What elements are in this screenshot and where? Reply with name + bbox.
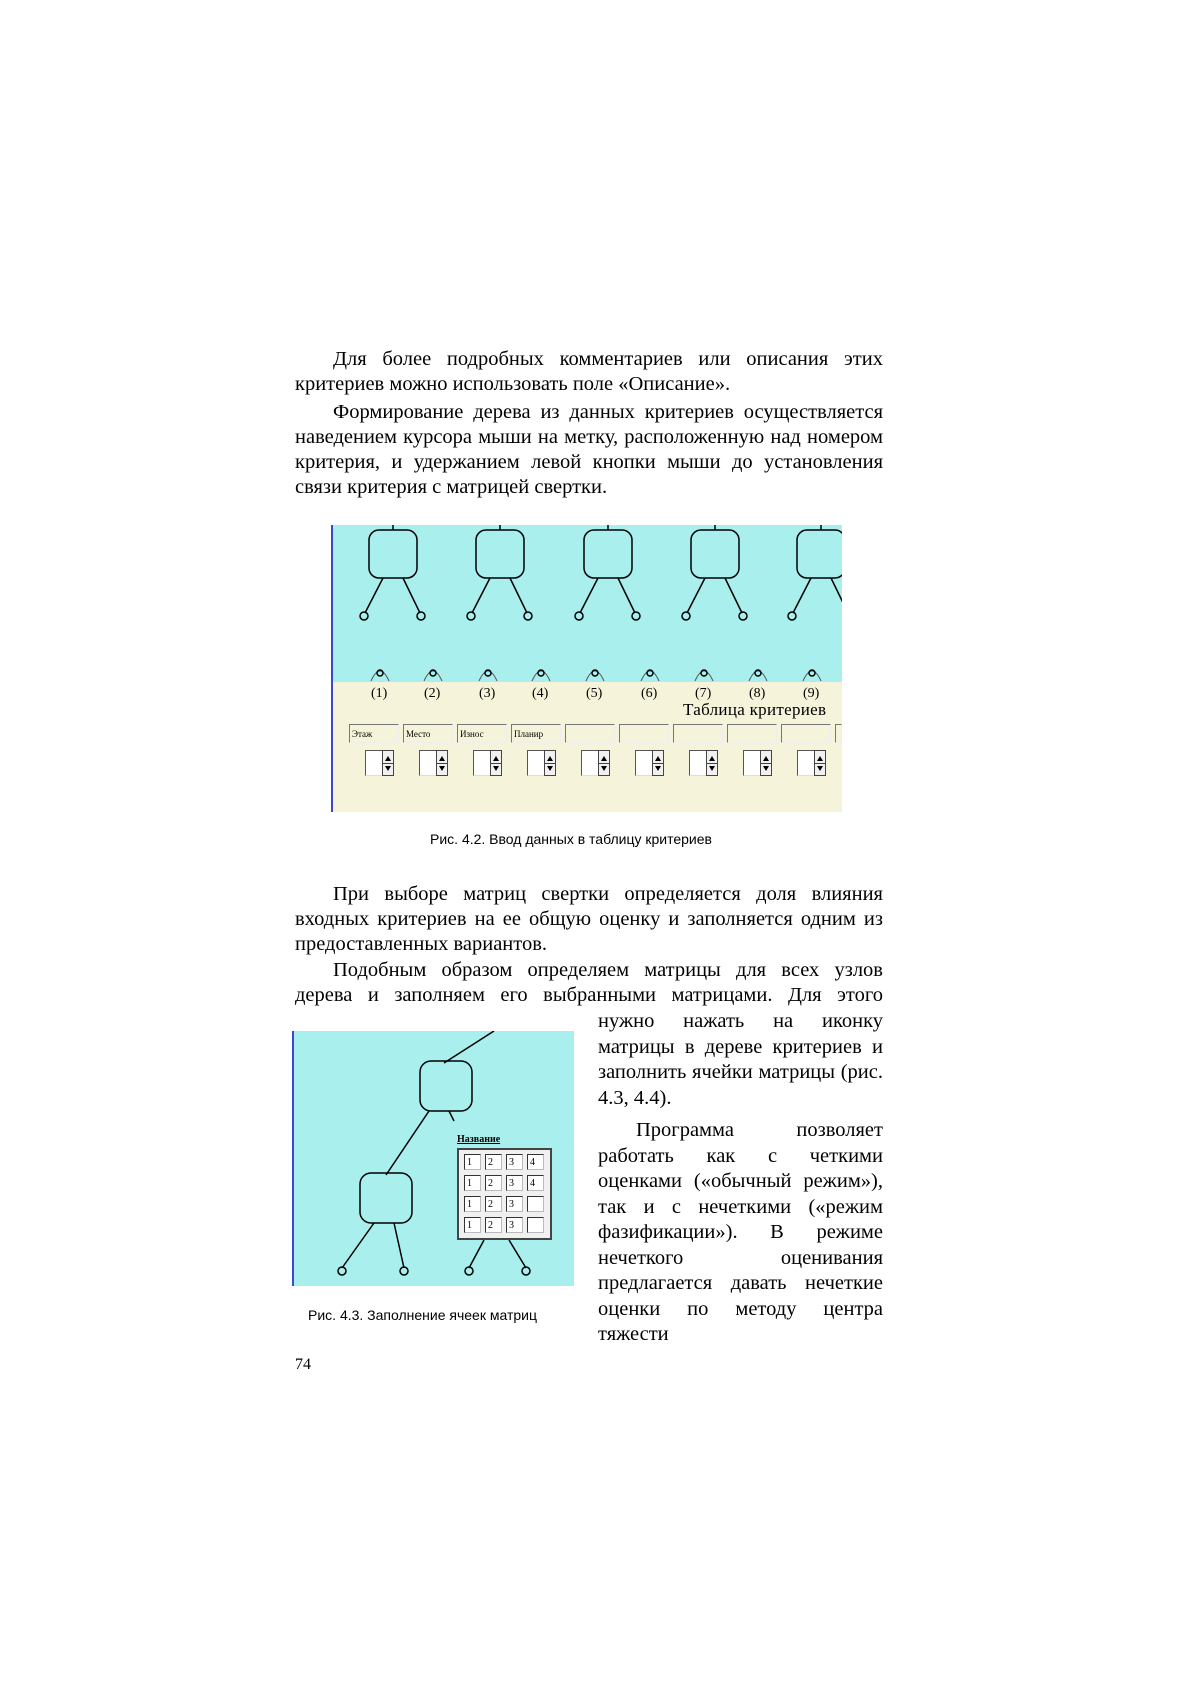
tree-edge bbox=[725, 578, 742, 613]
criterion-number: (2) bbox=[424, 686, 441, 701]
figure-matrix-fill bbox=[292, 1031, 574, 1286]
matrix-node bbox=[369, 530, 417, 578]
criteria-tree-diagram bbox=[333, 525, 842, 685]
spinner-up-icon[interactable] bbox=[655, 756, 661, 761]
criterion-name-field[interactable]: Планир bbox=[511, 724, 561, 743]
leaf-marker bbox=[575, 612, 583, 620]
leaf-marker bbox=[739, 612, 747, 620]
matrix-cell[interactable]: 2 bbox=[485, 1217, 502, 1233]
paragraph-matrix-selection: При выборе матриц свертки определяется доля влияния входных критериев на ее общую оценку и заполняется одним из предоставленных вариантов. bbox=[295, 883, 883, 955]
matrix-cell[interactable]: 2 bbox=[485, 1196, 502, 1212]
spinner-up-icon[interactable] bbox=[763, 756, 769, 761]
spinner-down-icon[interactable] bbox=[763, 766, 769, 771]
criterion-number: (3) bbox=[479, 686, 496, 701]
criterion-name-field[interactable]: Этаж bbox=[349, 724, 399, 743]
leaf-marker bbox=[465, 1267, 473, 1275]
criterion-name-field[interactable] bbox=[673, 724, 723, 743]
leaf-marker bbox=[522, 1267, 530, 1275]
leaf-marker bbox=[417, 612, 425, 620]
matrix-cell[interactable] bbox=[527, 1217, 544, 1233]
child-node bbox=[360, 1173, 412, 1223]
matrix-cell[interactable]: 2 bbox=[485, 1175, 502, 1191]
criterion-value-spinner[interactable] bbox=[365, 750, 395, 776]
criterion-number: (7) bbox=[695, 686, 712, 701]
matrix-cell[interactable]: 4 bbox=[527, 1154, 544, 1170]
criterion-value-spinner[interactable] bbox=[797, 750, 827, 776]
matrix-grid bbox=[457, 1148, 552, 1240]
criterion-value-spinner[interactable] bbox=[689, 750, 719, 776]
figure-criteria-table bbox=[331, 525, 842, 812]
tree-edge bbox=[386, 1111, 429, 1175]
spinner-divider bbox=[599, 763, 609, 764]
paragraph-matrices-define: Подобным образом определяем матрицы для всех узлов дерева и заполняем его выбранными матрицами. Для этого bbox=[295, 959, 883, 1006]
tree-edge bbox=[580, 578, 598, 613]
tree-edge bbox=[510, 578, 527, 613]
leaf-marker bbox=[682, 612, 690, 620]
leaf-marker bbox=[632, 612, 640, 620]
criterion-number: (5) bbox=[586, 686, 603, 701]
spinner-down-icon[interactable] bbox=[709, 766, 715, 771]
leaf-marker bbox=[400, 1267, 408, 1275]
paragraph-matrix-icon: нужно нажать на иконку матрицы в дереве критериев и заполнить ячейки матрицы (рис. 4.3, 4.4). bbox=[598, 1010, 883, 1109]
tree-edge bbox=[444, 1031, 494, 1063]
spinner-up-icon[interactable] bbox=[385, 756, 391, 761]
criterion-value-spinner[interactable] bbox=[581, 750, 611, 776]
paragraph-criteria-description: Для более подробных комментариев или описания этих критериев можно использовать поле «Описание». bbox=[295, 348, 883, 395]
spinner-down-icon[interactable] bbox=[817, 766, 823, 771]
spinner-buttons[interactable] bbox=[490, 750, 502, 776]
spinner-buttons[interactable] bbox=[436, 750, 448, 776]
leaf-marker bbox=[360, 612, 368, 620]
criterion-number: (4) bbox=[532, 686, 549, 701]
paragraph-tree-forming: Формирование дерева из данных критериев осуществляется наведением курсора мыши на метку, расположенную над номером критерия, и удержанием левой кнопки мыши до установления связи критерия с матрицей свертки. bbox=[295, 401, 883, 498]
criterion-name-field[interactable] bbox=[781, 724, 831, 743]
matrix-cell[interactable]: 3 bbox=[506, 1196, 523, 1212]
spinner-up-icon[interactable] bbox=[439, 756, 445, 761]
criteria-table-title: Таблица критериев bbox=[683, 700, 827, 719]
tree-edge bbox=[831, 578, 842, 613]
spinner-divider bbox=[761, 763, 771, 764]
paragraph-program-modes: Программа позволяет работать как с четкими оценками («обычный режим»), так и с нечеткими («режим фазификации»). В режиме нечеткого оценивания предлагается давать нечеткие оценки по методу центра тяжести bbox=[598, 1119, 883, 1345]
tree-edge bbox=[472, 578, 490, 613]
spinner-down-icon[interactable] bbox=[601, 766, 607, 771]
spinner-divider bbox=[707, 763, 717, 764]
criterion-name-field[interactable]: Место bbox=[403, 724, 453, 743]
matrix-node bbox=[797, 530, 842, 578]
criterion-value-spinner[interactable] bbox=[743, 750, 773, 776]
spinner-divider bbox=[815, 763, 825, 764]
leaf-marker bbox=[524, 612, 532, 620]
criterion-number: (6) bbox=[641, 686, 658, 701]
matrix-node bbox=[476, 530, 524, 578]
root-node bbox=[420, 1061, 472, 1111]
spinner-buttons[interactable] bbox=[652, 750, 664, 776]
spinner-buttons[interactable] bbox=[760, 750, 772, 776]
tree-edge bbox=[469, 1240, 484, 1268]
tree-edge bbox=[618, 578, 635, 613]
tree-edge bbox=[687, 578, 705, 613]
criterion-value-spinner[interactable] bbox=[527, 750, 557, 776]
spinner-up-icon[interactable] bbox=[547, 756, 553, 761]
spinner-up-icon[interactable] bbox=[817, 756, 823, 761]
criterion-number: (1) bbox=[371, 686, 388, 701]
figure-4-3-caption: Рис. 4.3. Заполнение ячеек матриц bbox=[308, 1307, 537, 1323]
spinner-divider bbox=[383, 763, 393, 764]
criterion-name-field[interactable] bbox=[565, 724, 615, 743]
criterion-value-spinner[interactable] bbox=[635, 750, 665, 776]
criterion-value-spinner[interactable] bbox=[473, 750, 503, 776]
matrix-cell[interactable]: 3 bbox=[506, 1217, 523, 1233]
matrix-node bbox=[584, 530, 632, 578]
matrix-cell[interactable]: 1 bbox=[464, 1154, 481, 1170]
criterion-name-field[interactable] bbox=[619, 724, 669, 743]
spinner-up-icon[interactable] bbox=[601, 756, 607, 761]
spinner-divider bbox=[491, 763, 501, 764]
leaf-marker bbox=[467, 612, 475, 620]
tree-edge bbox=[342, 1223, 374, 1268]
matrix-title: Название bbox=[457, 1134, 501, 1145]
spinner-divider bbox=[437, 763, 447, 764]
tree-edge bbox=[365, 578, 383, 613]
spinner-down-icon[interactable] bbox=[439, 766, 445, 771]
spinner-buttons[interactable] bbox=[544, 750, 556, 776]
matrix-cell[interactable]: 1 bbox=[464, 1196, 481, 1212]
criterion-value-spinner[interactable] bbox=[419, 750, 449, 776]
spinner-buttons[interactable] bbox=[382, 750, 394, 776]
tree-edge bbox=[509, 1240, 526, 1268]
matrix-cell[interactable]: 4 bbox=[527, 1175, 544, 1191]
matrix-node bbox=[691, 530, 739, 578]
criterion-name-field[interactable]: Износ bbox=[457, 724, 507, 743]
tree-edge bbox=[449, 1111, 454, 1121]
matrix-cell[interactable]: 1 bbox=[464, 1175, 481, 1191]
criterion-name-field[interactable] bbox=[727, 724, 777, 743]
criterion-name-field[interactable] bbox=[835, 724, 842, 743]
matrix-cell[interactable]: 1 bbox=[464, 1217, 481, 1233]
spinner-down-icon[interactable] bbox=[493, 766, 499, 771]
matrix-cell[interactable] bbox=[527, 1196, 544, 1212]
spinner-divider bbox=[545, 763, 555, 764]
spinner-down-icon[interactable] bbox=[655, 766, 661, 771]
tree-edge bbox=[793, 578, 811, 613]
spinner-up-icon[interactable] bbox=[709, 756, 715, 761]
spinner-buttons[interactable] bbox=[706, 750, 718, 776]
leaf-marker bbox=[788, 612, 796, 620]
criterion-number: (9) bbox=[803, 686, 820, 701]
tree-edge bbox=[394, 1223, 404, 1268]
matrix-cell[interactable]: 3 bbox=[506, 1154, 523, 1170]
spinner-divider bbox=[653, 763, 663, 764]
spinner-buttons[interactable] bbox=[598, 750, 610, 776]
page-number: 74 bbox=[295, 1356, 311, 1373]
matrix-cell[interactable]: 2 bbox=[485, 1154, 502, 1170]
matrix-cell[interactable]: 3 bbox=[506, 1175, 523, 1191]
leaf-marker bbox=[338, 1267, 346, 1275]
tree-edge bbox=[403, 578, 420, 613]
spinner-buttons[interactable] bbox=[814, 750, 826, 776]
spinner-down-icon[interactable] bbox=[385, 766, 391, 771]
spinner-up-icon[interactable] bbox=[493, 756, 499, 761]
spinner-down-icon[interactable] bbox=[547, 766, 553, 771]
figure-4-2-caption: Рис. 4.2. Ввод данных в таблицу критериев bbox=[430, 831, 712, 847]
criterion-number: (8) bbox=[749, 686, 766, 701]
